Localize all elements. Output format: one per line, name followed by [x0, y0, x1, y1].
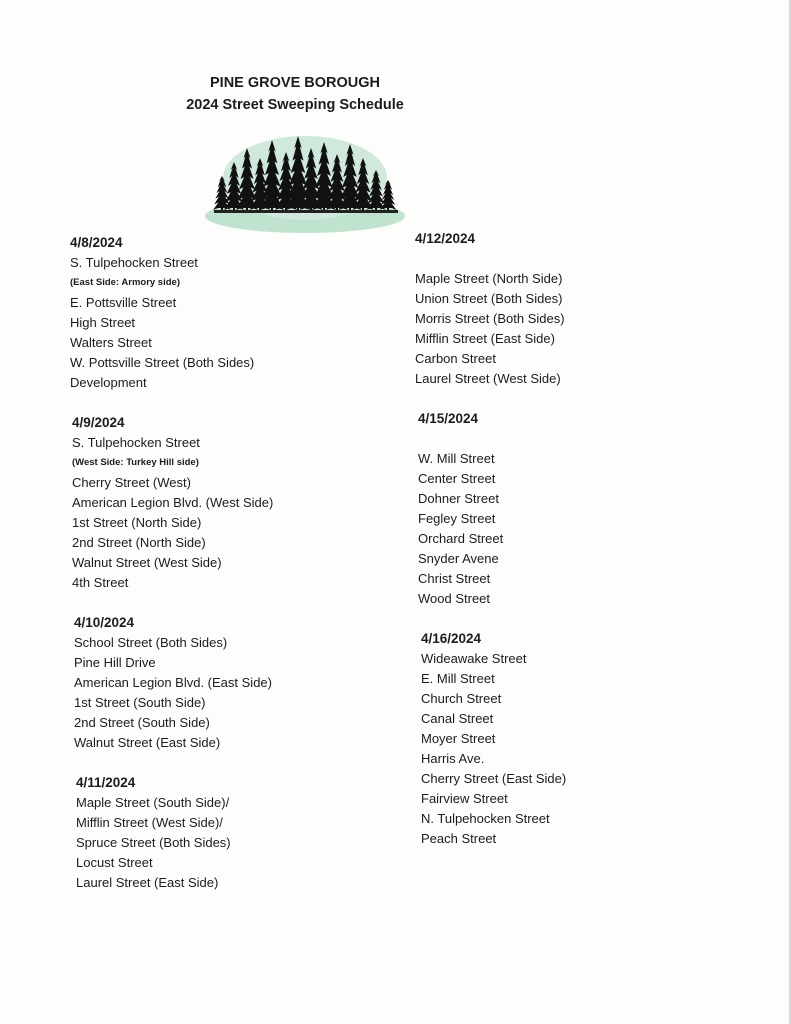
- schedule-date: 4/8/2024: [70, 235, 123, 250]
- schedule-day: [421, 629, 566, 849]
- street-item: Mifflin Street (West Side)/: [76, 815, 223, 830]
- street-item: N. Tulpehocken Street: [421, 811, 550, 826]
- street-item: W. Mill Street: [418, 451, 495, 466]
- street-item: E. Mill Street: [421, 671, 495, 686]
- street-note: (West Side: Turkey Hill side): [72, 457, 199, 468]
- street-item: S. Tulpehocken Street: [72, 435, 200, 450]
- street-item: Dohner Street: [418, 491, 499, 506]
- street-item: Development: [70, 375, 147, 390]
- schedule-day: [74, 613, 272, 753]
- street-item: Laurel Street (West Side): [415, 371, 561, 386]
- street-item: Orchard Street: [418, 531, 504, 546]
- street-item: Spruce Street (Both Sides): [76, 835, 231, 850]
- street-item: Walters Street: [70, 335, 152, 350]
- street-item: High Street: [70, 315, 136, 330]
- street-item: Cherry Street (West): [72, 475, 191, 490]
- schedule-day: [76, 773, 231, 893]
- street-item: Pine Hill Drive: [74, 655, 156, 670]
- street-item: 2nd Street (North Side): [72, 535, 206, 550]
- schedule-date: 4/15/2024: [418, 411, 479, 426]
- schedule-day: [415, 229, 565, 389]
- street-item: Wood Street: [418, 591, 491, 606]
- street-item: Center Street: [418, 471, 496, 486]
- page-title: PINE GROVE BOROUGH: [210, 75, 380, 91]
- street-item: Moyer Street: [421, 731, 496, 746]
- street-item: 1st Street (North Side): [72, 515, 202, 530]
- street-item: School Street (Both Sides): [74, 635, 228, 650]
- street-item: American Legion Blvd. (West Side): [72, 495, 274, 510]
- street-item: Wideawake Street: [421, 651, 527, 666]
- street-item: Walnut Street (West Side): [72, 555, 222, 570]
- street-item: Maple Street (South Side)/: [76, 795, 230, 810]
- street-item: Maple Street (North Side): [415, 271, 563, 286]
- street-item: 4th Street: [72, 575, 129, 590]
- street-item: American Legion Blvd. (East Side): [74, 675, 272, 690]
- street-item: Peach Street: [421, 831, 497, 846]
- street-item: S. Tulpehocken Street: [70, 255, 198, 270]
- pine-trees-icon: [200, 118, 410, 236]
- schedule-date: 4/9/2024: [72, 415, 125, 430]
- street-item: Laurel Street (East Side): [76, 875, 219, 890]
- street-item: Morris Street (Both Sides): [415, 311, 565, 326]
- street-note: (East Side: Armory side): [70, 277, 180, 288]
- street-item: Mifflin Street (East Side): [415, 331, 555, 346]
- schedule-day: [418, 409, 503, 609]
- street-item: Snyder Avene: [418, 551, 499, 566]
- street-item: Canal Street: [421, 711, 494, 726]
- street-item: Carbon Street: [415, 351, 496, 366]
- schedule-date: 4/12/2024: [415, 231, 476, 246]
- page-subtitle: 2024 Street Sweeping Schedule: [186, 97, 404, 113]
- schedule-day: [70, 233, 254, 393]
- street-item: Harris Ave.: [421, 751, 485, 766]
- street-item: E. Pottsville Street: [70, 295, 177, 310]
- street-item: Church Street: [421, 691, 502, 706]
- street-item: Fairview Street: [421, 791, 508, 806]
- street-item: Walnut Street (East Side): [74, 735, 221, 750]
- street-item: Locust Street: [76, 855, 153, 870]
- street-item: 2nd Street (South Side): [74, 715, 210, 730]
- street-item: Cherry Street (East Side): [421, 771, 567, 786]
- street-item: Union Street (Both Sides): [415, 291, 563, 306]
- schedule-date: 4/16/2024: [421, 631, 482, 646]
- street-item: 1st Street (South Side): [74, 695, 206, 710]
- schedule-date: 4/10/2024: [74, 615, 135, 630]
- street-item: W. Pottsville Street (Both Sides): [70, 355, 255, 370]
- schedule-date: 4/11/2024: [76, 775, 136, 790]
- street-item: Christ Street: [418, 571, 491, 586]
- street-item: Fegley Street: [418, 511, 496, 526]
- schedule-day: [72, 413, 273, 593]
